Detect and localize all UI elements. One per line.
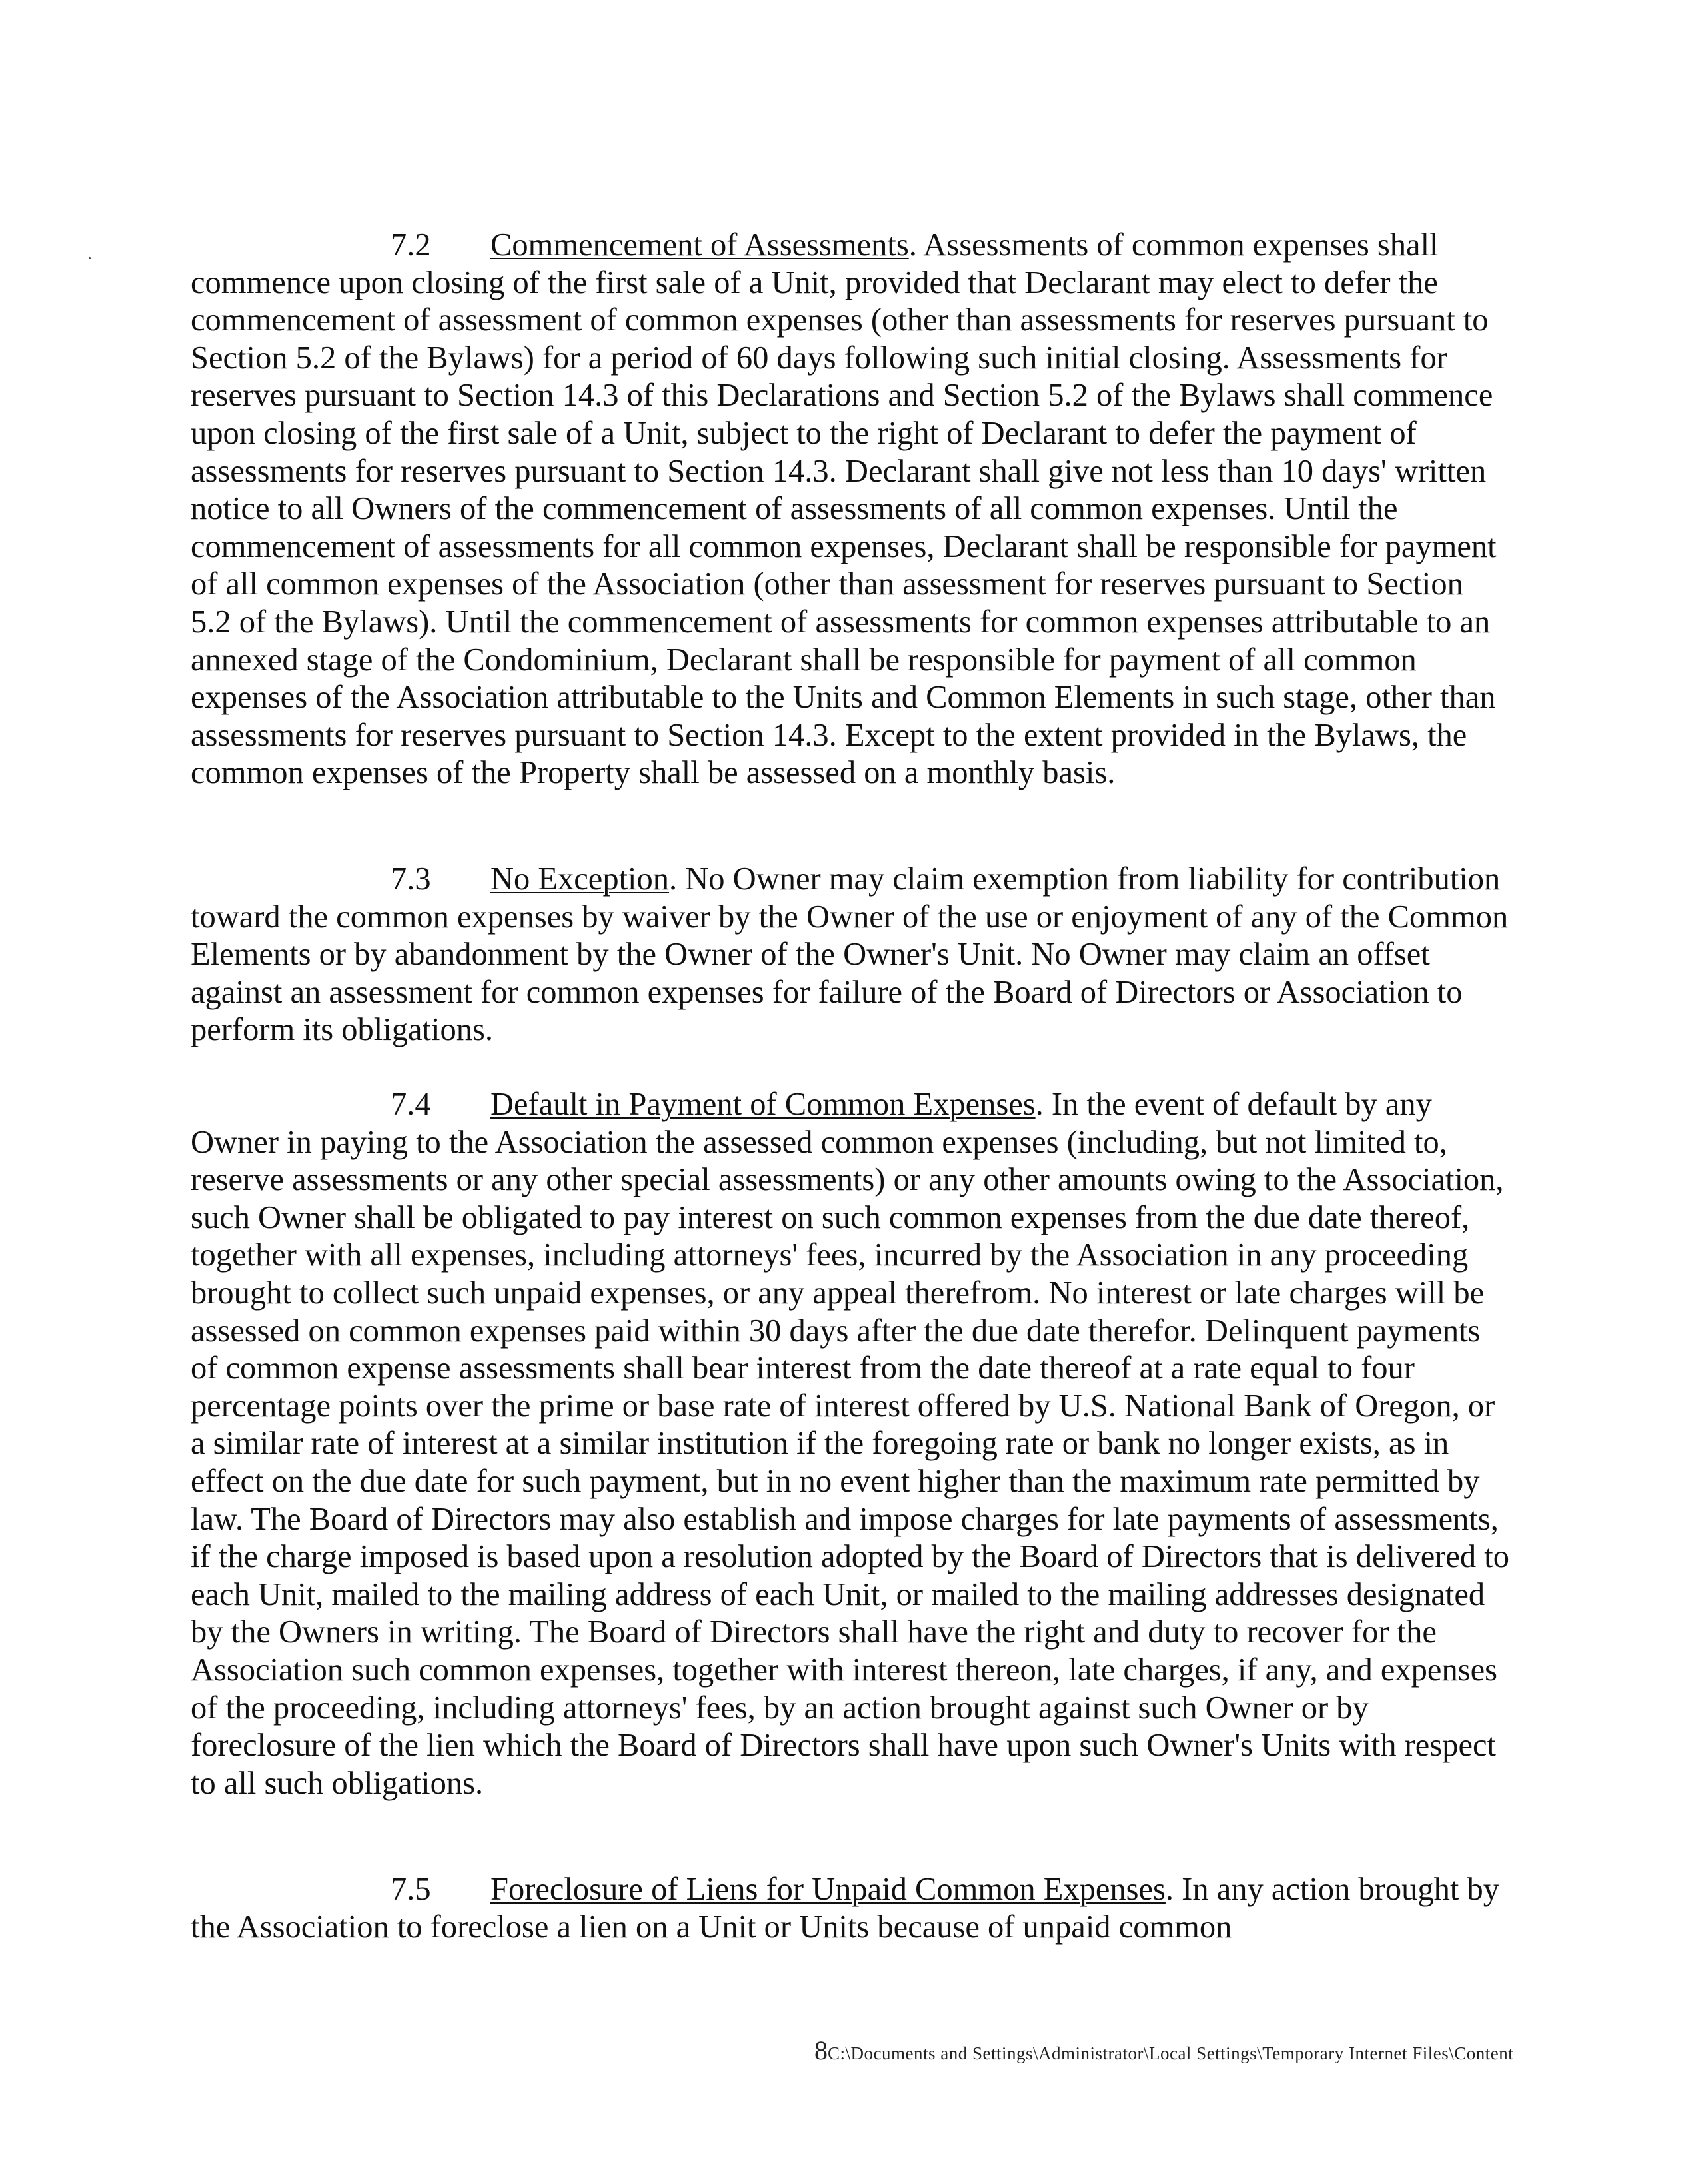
section-heading: Foreclosure of Liens for Unpaid Common Expenses bbox=[490, 1872, 1166, 1907]
section-heading: No Exception bbox=[490, 861, 670, 897]
section-7-4 bbox=[191, 1086, 1510, 1802]
section-heading: Commencement of Assessments bbox=[490, 227, 909, 263]
section-7-5 bbox=[191, 1871, 1510, 1946]
section-7-2 bbox=[191, 227, 1510, 792]
page-number: 8 bbox=[814, 2035, 828, 2065]
section-body: . Assessments of common expenses shall commence upon closing of the first sale of a Unit, provided that Declarant may elect to defer the commencement of assessment of common expenses (other than assessments for reserves pursuant to Section 5.2 of the Bylaws) for a period of 60 days following such initial closing. Assessments for reserves pursuant to Section 14.3 of this Declarations and Section 5.2 of the Bylaws shall commence upon closing of the first sale of a Unit, subject to the right of Declarant to defer the payment of assessments for reserves pursuant to Section 14.3. Declarant shall give not less than 10 days' written notice to all Owners of the commencement of assessments of all common expenses. Until the commencement of assessments for all common expenses, Declarant shall be responsible for payment of all common expenses of the Association (other than assessment for reserves pursuant to Section 5.2 of the Bylaws). Until the commencement of assessments for common expenses attributable to an annexed stage of the Condominium, Declarant shall be responsible for payment of all common expenses of the Association attributable to the Units and Common Elements in such stage, other than assessments for reserves pursuant to Section 14.3. Except to the extent provided in the Bylaws, the common expenses of the Property shall be assessed on a monthly basis. bbox=[191, 227, 1497, 791]
section-7-3 bbox=[191, 861, 1510, 1049]
section-number: 7.4 bbox=[391, 1087, 431, 1122]
section-body: . No Owner may claim exemption from liability for contribution toward the common expenses by waiver by the Owner of the use or enjoyment of any of the Common Elements or by abandonment by the Owner of the Owner's Unit. No Owner may claim an offset against an assessment for common expenses for failure of the Board of Directors or Association to perform its obligations. bbox=[191, 861, 1509, 1048]
file-path: C:\Documents and Settings\Administrator\Local Settings\Temporary Internet Files\Content bbox=[828, 2043, 1514, 2063]
section-number: 7.3 bbox=[391, 861, 431, 897]
scan-speck bbox=[89, 257, 91, 259]
section-heading: Default in Payment of Common Expenses bbox=[490, 1087, 1036, 1122]
page-footer bbox=[814, 2037, 1513, 2067]
section-number: 7.5 bbox=[391, 1872, 431, 1907]
section-body: . In any action brought by the Association to foreclose a lien on a Unit or Units because of unpaid common bbox=[191, 1872, 1499, 1945]
section-body: . In the event of default by any Owner in paying to the Association the assessed common expenses (including, but not limited to, reserve assessments or any other special assessments) or any other amounts owing to the Association, such Owner shall be obligated to pay interest on such common expenses from the due date thereof, together with all expenses, including attorneys' fees, incurred by the Association in any proceeding brought to collect such unpaid expenses, or any appeal therefrom. No interest or late charges will be assessed on common expenses paid within 30 days after the due date therefor. Delinquent payments of common expense assessments shall bear interest from the date thereof at a rate equal to four percentage points over the prime or base rate of interest offered by U.S. National Bank of Oregon, or a similar rate of interest at a similar institution if the foregoing rate or bank no longer exists, as in effect on the due date for such payment, but in no event higher than the maximum rate permitted by law. The Board of Directors may also establish and impose charges for late payments of assessments, if the charge imposed is based upon a resolution adopted by the Board of Directors that is delivered to each Unit, mailed to the mailing address of each Unit, or mailed to the mailing addresses designated by the Owners in writing. The Board of Directors shall have the right and duty to recover for the Association such common expenses, together with interest thereon, late charges, if any, and expenses of the proceeding, including attorneys' fees, by an action brought against such Owner or by foreclosure of the lien which the Board of Directors shall have upon such Owner's Units with respect to all such obligations. bbox=[191, 1087, 1510, 1801]
section-number: 7.2 bbox=[391, 227, 431, 263]
